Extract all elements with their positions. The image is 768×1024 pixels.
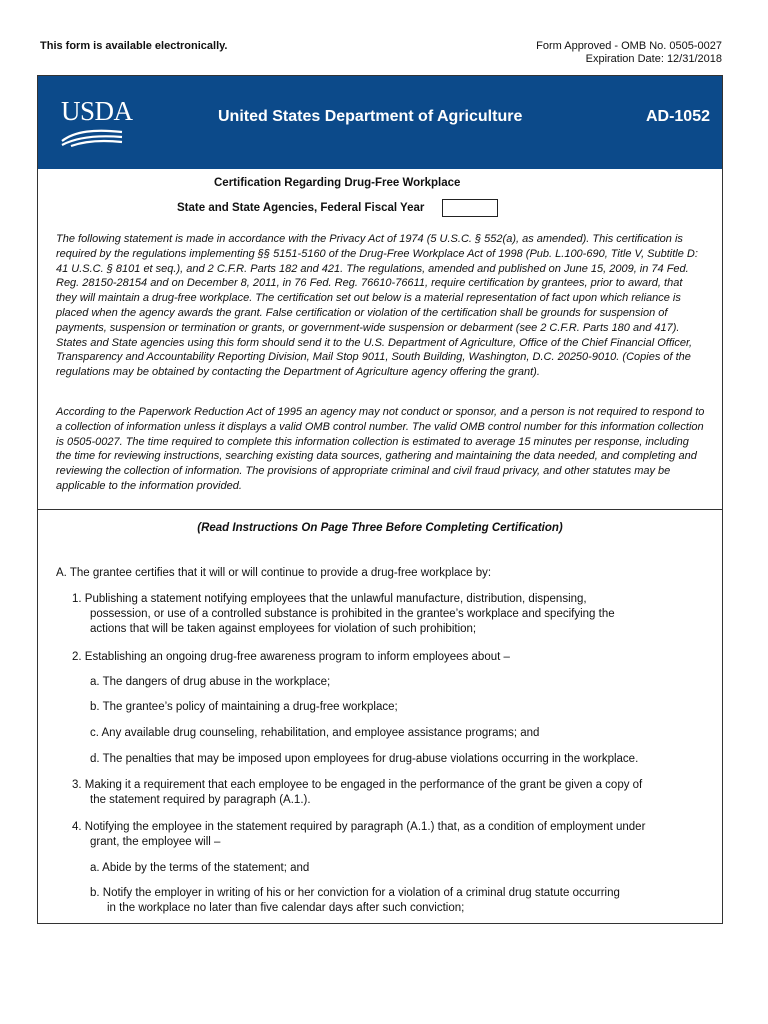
- item-4b-line-1: b. Notify the employer in writing of his or her conviction for a violation of a criminal drug statute occurring: [90, 887, 620, 899]
- fiscal-year-row: [177, 199, 498, 217]
- electronic-availability-note: This form is available electronically.: [40, 40, 228, 52]
- agency-header-bar: [38, 76, 722, 169]
- item-2: 2. Establishing an ongoing drug-free awareness program to inform employees about –: [72, 651, 510, 663]
- fiscal-year-input[interactable]: [442, 199, 498, 217]
- usda-logo-text: USDA: [61, 96, 133, 126]
- item-1-line-1: 1. Publishing a statement notifying employees that the unlawful manufacture, distribution, dispensing,: [72, 593, 587, 605]
- item-3-line-2: the statement required by paragraph (A.1.).: [90, 794, 311, 806]
- privacy-act-statement: The following statement is made in accordance with the Privacy Act of 1974 (5 U.S.C. § 552(a), as amended). This certification is required by the regulations implementing §§ 5151-5160 of the Drug-Free Workplace Act of 1998 (Pub. L.100-690, Title V, Subtitle D: 41 U.S.C. § 8101 et seq.), and 2 C.F.R. Parts 182 and 421. The regulations, amended and published on June 15, 2009, in 74 Fed. Reg. 28150-28154 and on December 8, 2011, in 76 Fed. Reg. 76610-76611, require certification by grantees, prior to award, that they will maintain a drug-free workplace. The certification set out below is a material representation of fact upon which reliance is placed when the agency awards the grant. False certification or violation of the certification shall be grounds for suspension of payments, suspension or termination or grants, or government-wide suspension or debarment (see 2 C.F.R. Parts 180 and 417). States and State agencies using this form should send it to the U.S. Department of Agriculture, Office of the Chief Financial Officer, Transparency and Accountability Reporting Division, Mail Stop 9011, South Building, Washington, D.C. 20250-9010. (Copies of the regulations may be obtained by contacting the Department of Agriculture agency offering the grant).: [56, 233, 698, 379]
- item-4-line-2: grant, the employee will –: [90, 836, 221, 848]
- item-2a: a. The dangers of drug abuse in the workplace;: [90, 676, 331, 688]
- item-3-line-1: 3. Making it a requirement that each employee to be engaged in the performance of the grant be given a copy of: [72, 779, 643, 791]
- certification-title: Certification Regarding Drug-Free Workplace: [214, 177, 461, 189]
- usda-logo: [61, 96, 133, 150]
- form-number: AD-1052: [645, 108, 710, 125]
- item-4b-line-2: in the workplace no later than five calendar days after such conviction;: [107, 902, 465, 914]
- agency-title: United States Department of Agriculture: [218, 108, 523, 125]
- item-4-line-1: 4. Notifying the employee in the statement required by paragraph (A.1.) that, as a condition of employment under: [72, 821, 646, 833]
- usda-hills-icon: [61, 127, 123, 147]
- certification-header-section: [38, 169, 722, 510]
- item-2d: d. The penalties that may be imposed upon employees for drug-abuse violations occurring in the workplace.: [90, 753, 639, 765]
- form-approved-line: Form Approved - OMB No. 0505-0027: [536, 40, 722, 52]
- paperwork-reduction-statement: According to the Paperwork Reduction Act of 1995 an agency may not conduct or sponsor, and a person is not required to respond to a collection of information unless it displays a valid OMB control number. The valid OMB control number for this information collection is 0505-0027. The time required to complete this information collection is estimated to average 15 minutes per response, including the time for reviewing instructions, searching existing data sources, gathering and maintaining the data needed, and completing and reviewing the collection of information. The provisions of appropriate criminal and civil fraud privacy, and other statutes may be applicable to the information provided.: [56, 406, 705, 492]
- read-instructions-note: (Read Instructions On Page Three Before Completing Certification): [197, 522, 563, 534]
- item-4a: a. Abide by the terms of the statement; and: [90, 862, 310, 874]
- omb-approval-info: [536, 40, 722, 66]
- fiscal-year-label: State and State Agencies, Federal Fiscal Year: [177, 202, 425, 214]
- section-a-intro: A. The grantee certifies that it will or will continue to provide a drug-free workplace by:: [56, 567, 492, 579]
- expiration-date-line: Expiration Date: 12/31/2018: [585, 53, 722, 65]
- item-2c: c. Any available drug counseling, rehabilitation, and employee assistance programs; and: [90, 727, 540, 739]
- item-1-line-3: actions that will be taken against employees for violation of such prohibition;: [90, 623, 477, 635]
- item-2b: b. The grantee’s policy of maintaining a drug-free workplace;: [90, 701, 398, 713]
- item-1-line-2: possession, or use of a controlled substance is prohibited in the grantee’s workplace and specifying the: [90, 608, 615, 620]
